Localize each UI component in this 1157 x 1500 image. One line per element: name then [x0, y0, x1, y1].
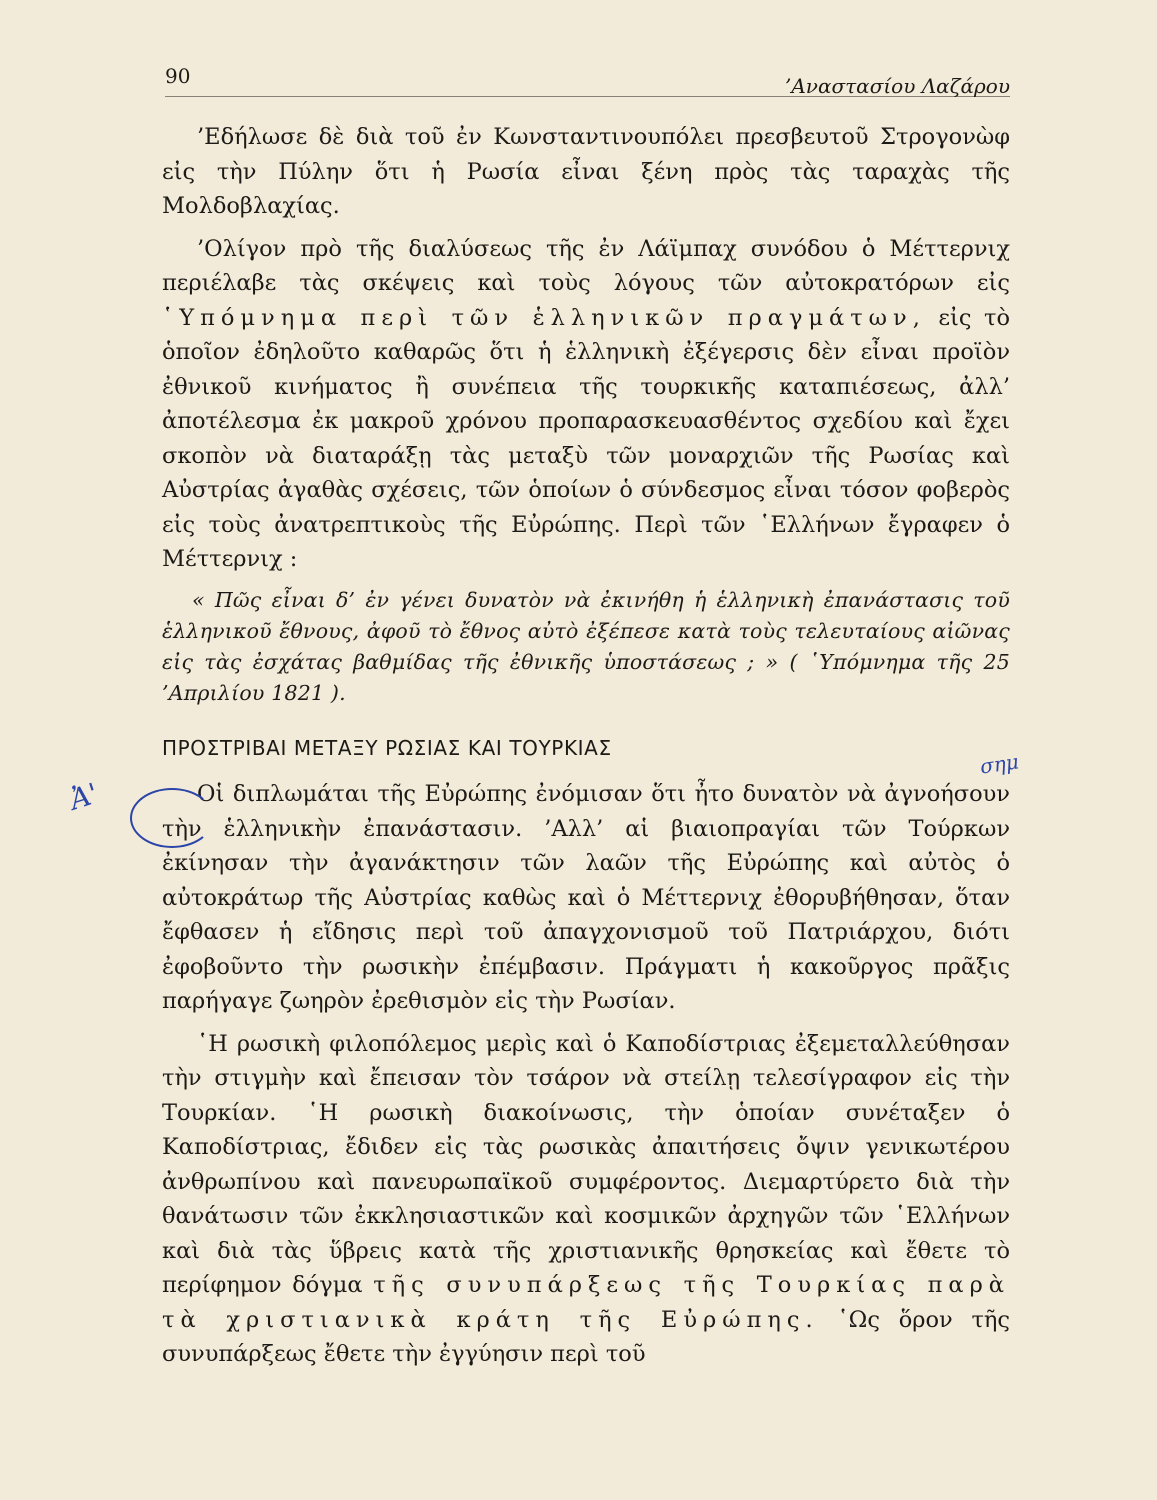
metternich-quote: « Πῶς εἶναι δ’ ἐν γένει δυνατὸν νὰ ἐκινήθη ἡ ἑλληνικὴ ἐπανάστασις τοῦ ἑλληνικοῦ ἔθνους, ἀφοῦ τὸ ἔθνος αὐτὸ ἐξέπεσε κατὰ τοὺς τελευταίους αἰῶνας εἰς τὰς ἐσχάτας βαθμίδας τῆς ἐθνικῆς ὑποστάσεως ; » ( ῾Υπόμνημα τῆς 25 ’Απριλίου 1821 ). — [162, 587, 1010, 705]
running-head — [165, 60, 1010, 97]
coexistence-doctrine: τῆς συνυπάρξεως τῆς Τουρκίας παρὰ τὰ χριστιανικὰ κράτη τῆς Εὐρώπης. — [162, 1272, 1010, 1333]
paragraph-3: Οἱ διπλωμάται τῆς Εὐρώπης ἐνόμισαν ὅτι ἦτο δυνατὸν νὰ ἀγνοήσουν τὴν ἑλληνικὴν ἐπανάστασιν. ’Αλλ’ αἱ βιαιοπραγίαι τῶν Τούρκων ἐκίνησαν τὴν ἀγανάκτησιν τῶν λαῶν τῆς Εὐρώπης καὶ αὐτὸς ὁ αὐτοκράτωρ τῆς Αὐστρίας καθὼς καὶ ὁ Μέττερνιχ ἐθορυβήθησαν, ὅταν ἔφθασεν ἡ εἴδησις περὶ τοῦ ἀπαγχονισμοῦ τοῦ Πατριάρχου, διότι ἐφοβοῦντο τὴν ρωσικὴν ἐπέμβασιν. Πράγματι ἡ κακοῦργος πρᾶξις παρήγαγε ζωηρὸν ἐρεθισμὸν εἰς τὴν Ρωσίαν. — [162, 781, 1010, 1014]
body-text — [162, 120, 1010, 1380]
handwritten-circle-mark — [130, 788, 214, 848]
page-number: 90 — [165, 64, 191, 88]
memorandum-title: ῾Υπόμνημα περὶ τῶν ἑλληνικῶν πραγμάτων, — [162, 304, 926, 331]
paragraph-4-text-b: ῾Ως ὅρον τῆς συνυπάρξεως ἔθετε τὴν ἐγγύησιν περὶ τοῦ — [162, 1306, 1010, 1367]
handwritten-note-right: σημ — [978, 749, 1021, 779]
paragraph-2 — [162, 232, 1010, 577]
running-title: ’Αναστασίου Λαζάρου — [785, 74, 1010, 98]
paragraph-4-text-a: ῾Η ρωσικὴ φιλοπόλεμος μερὶς καὶ ὁ Καποδίστριας ἐξεμεταλλεύθησαν τὴν στιγμὴν καὶ ἔπεισαν τὸν τσάρον νὰ στείλῃ τελεσίγραφον εἰς τὴν Τουρκίαν. ῾Η ρωσικὴ διακοίνωσις, τὴν ὁποίαν συνέταξεν ὁ Καποδίστριας, ἔδιδεν εἰς τὰς ρωσικὰς ἀπαιτήσεις ὄψιν γενικωτέρου ἀνθρωπίνου καὶ πανευρωπαϊκοῦ συμφέροντος. Διεμαρτύρετο διὰ τὴν θανάτωσιν τῶν ἐκκλησιαστικῶν καὶ κοσμικῶν ἀρχηγῶν τῶν ῾Ελλήνων καὶ διὰ τὰς ὕβρεις κατὰ τῆς χριστιανικῆς θρησκείας καὶ ἔθετε τὸ περίφημον δόγμα — [162, 1030, 1010, 1298]
paragraph-2-text-b: εἰς τὸ ὁποῖον ἐδηλοῦτο καθαρῶς ὅτι ἡ ἑλληνικὴ ἐξέγερσις δὲν εἶναι προϊὸν ἐθνικοῦ κινήματος ἢ συνέπεια τῆς τουρκικῆς καταπιέσεως, ἀλλ’ ἀποτέλεσμα ἐκ μακροῦ χρόνου προπαρασκευασθέντος σχεδίου καὶ ἔχει σκοπὸν νὰ διαταράξῃ τὰς μεταξὺ τῶν μοναρχιῶν τῆς Ρωσίας καὶ Αὐστρίας ἀγαθὰς σχέσεις, τῶν ὁποίων ὁ σύνδεσμος εἶναι τόσον φοβερὸς εἰς τοὺς ἀνατρεπτικοὺς τῆς Εὐρώπης. Περὶ τῶν ῾Ελλήνων ἔγραφεν ὁ Μέττερνιχ : — [162, 304, 1010, 572]
handwritten-note-left: Ἀ' — [65, 776, 103, 817]
section-heading: ΠΡΟΣΤΡΙΒΑΙ ΜΕΤΑΞΥ ΡΩΣΙΑΣ ΚΑΙ ΤΟΥΡΚΙΑΣ — [162, 735, 612, 760]
paragraph-4 — [162, 1027, 1010, 1372]
paragraph-1: ’Εδήλωσε δὲ διὰ τοῦ ἐν Κωνσταντινουπόλει πρεσβευτοῦ Στρογονὼφ εἰς τὴν Πύλην ὅτι ἡ Ρωσία εἶναι ξένη πρὸς τὰς ταραχὰς τῆς Μολδοβλαχίας. — [162, 124, 1010, 219]
paragraph-2-text-a: ’Ολίγον πρὸ τῆς διαλύσεως τῆς ἐν Λάϊμπαχ συνόδου ὁ Μέττερνιχ περιέλαβε τὰς σκέψεις καὶ τοὺς λόγους τῶν αὐτοκρατόρων εἰς — [162, 235, 1010, 296]
